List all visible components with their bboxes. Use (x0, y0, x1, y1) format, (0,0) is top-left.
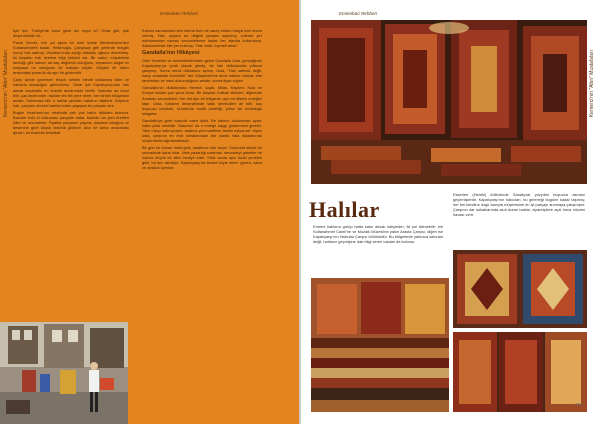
paragraph: Ermeni halıların görüp hatta satın almak isteyenler; iki yol izlenebilir: biri Sultanahmet Camii'ne ve Mozaik Müzesi'ne yakın Arasta Çarşısı, diğeri ise Kapalıçarşı'nın Halıcılar Çarşısı bölümüdür. Bu bölgelerde yalnızca satıcılar değil, halıların geçmişine dair bilgi veren ustalar da bulunur. (313, 224, 443, 245)
running-head-right: Eminebüri Rehberi (339, 11, 378, 16)
right-text-column (453, 192, 585, 248)
kilim-pattern-photo (453, 250, 587, 328)
paragraph: Bir gün bir Alman turist gelir, saatlerce halı seçer. Sonunda küçük bir seccadede karar kılar. Usta pazarlığı uzatmaz, seccadeyi paketler ve üstüne küçük bir kilim hediye eder. Yıllar sonra aynı turist yeniden gelir, bu kez ailesiyle. Kapalıçarşı'da ticaret böyle sürer: güven, sabır ve dostluk üzerine. (142, 144, 262, 171)
right-page (301, 0, 600, 424)
page-number: 121 (575, 403, 584, 408)
section-subhead: Gandalla'nın Hikâyesi (142, 50, 200, 57)
carpet-shop-photo (311, 20, 587, 184)
left-column-2 (142, 28, 262, 412)
paragraph: Kanuni zamanında hem ulema hem de saray erkânı halıya özel önem vermiş. Halı, çeyizin en değerli parçası sayılmış; evlerde yer sofralarından namaz seccadelerine kadar her alanda kullanılmış. Atasözlerinde bile yer bulmuş: "Halı eskir, kıymeti artar." (142, 28, 262, 49)
carpet-display-photo (453, 332, 587, 412)
paragraph: Gandalla'ya göre halıcılık sabır işidir. Bir halının dokunması aylar, hatta yıllar sürebilir. Satıcının da o emeğe saygı göstermesi gerekir. "Ben halıyı satmıyorum, sadece yeni sahibine teslim ediyorum" diyen usta, çarşının en eski simalarından biri olarak hâlâ dükkânında müşterilerini ağırlamaktadır. (142, 117, 262, 143)
left-page (0, 0, 299, 424)
side-tab-right: Kemerci'nin "Altın" Mustafaları (589, 50, 595, 118)
paragraph: Pazar Servet, kırk yılı aşkın bir süre içinde Mevlevihane'den Sultanahmet'e kadar, Hekimoğlu, Çarşıkapı gibi yerlerde tezgâh kurup halı satmış, Vezirhanı'nda açtığı dükkânı oğluna devretmiş. İki kuşaktır halı üzerine bilgi birikimi var. Bir satıcı; müşterisini tanıdığı gibi halının da kaç düğümlü olduğunu, boyasının doğal mı kimyasal mı olduğunu bir bakışta söyler. Müşteri ile halıcı arasındaki pazarlık da ayrı bir gösteridir. (13, 40, 129, 76)
paragraph: Ekserleri (Hereki) kültüründe Sanatçılar yüzyıllar boyunca zamanı geçirmişlerdir. Kapalıçarşı'nın halıcıları, bu geleneği bugüne kadar taşımış; her biri kendine özgü tarzıyla müşterisine en iyi parçayı sunmaya çalışmıştır. Çarşının dar sokaklarında asılı duran halılar, ziyaretçilere açık hava müzesi havası verir. (453, 192, 585, 218)
paragraph: Gandalla'nın dükkânında Hereke, Uşak, Milas, Kayseri, Kula ve Konya halıları yan yana durur. Bir köşede Kafkas kilimleri, diğerinde Anadolu seccadeleri. Her biri ayrı bir bölgenin, ayrı bir ailenin emeğini taşır. Usta, halıların desenlerinde saklı sembolleri de bilir: koç boynuzu bereketi, el-belinde motifi anneliği, yıldız ise mutluluğu simgeler. (142, 85, 262, 116)
street-photo (0, 322, 128, 424)
paragraph: Çarşı içinde gezerken birçok turistin elinde katlanmış kilim ve halılarla dolaştığını görürsünüz. Onlar için Kapalıçarşı'dan halı almak seyahatin en önemli anılarından biridir. Satıcılar da bunu bilir, çay ikram eder, halıları tek tek yere serer, her birinin hikâyesini anlatır. Satılmasa bile o halılar yeniden katlanır, istiflenir. Böylece halı, çarşının sürekli hareket eden yaşayan bir parçası olur. (13, 77, 129, 108)
left-column-1 (13, 28, 129, 320)
article-title: Halılar (309, 197, 380, 222)
right-intro-column (313, 224, 443, 270)
running-head-left: Eminebüri Rehberi (160, 11, 199, 16)
paragraph: Göle Yemenin ve memleketlerinden gelen Gandalla Usta, gençliğinde Kapalıçarşı'ya çırak olarak girmiş, bir halı dükkânında yıllarca çalışmış. Sonra kendi dükkânını açmış. Usta, "Halı satmak değil, halıyı anlatmak önemlidir" der. Müşterilerine önce halının nerede, kim tarafından ve nasıl dokunduğunu anlatır, sonra fiyatı söyler. (142, 58, 262, 84)
side-tab-left: Kemerci'nin "Altın" Mustafaları (3, 50, 9, 118)
paragraph: Bugün Vezirhanı'nın etrafında pek çok halıcı dükkânı bulunur. Bazıları eski el dokuması parçalar satar, bazıları da yeni üretilen kilim ve seccadeler. Fiyatlar parçanın yaşına, dokuma sıklığına ve desenine göre büyük farklılık gösterir. Alıcı ile satıcı arasındaki güven, bu ticaretin temelidir. (13, 109, 129, 135)
rug-stack-photo (311, 278, 449, 412)
paragraph: İşte için, Türkiye'de bunu göze alır mıyız ki? Onlar gibi, işte düşünülebilir mi... (13, 28, 129, 39)
